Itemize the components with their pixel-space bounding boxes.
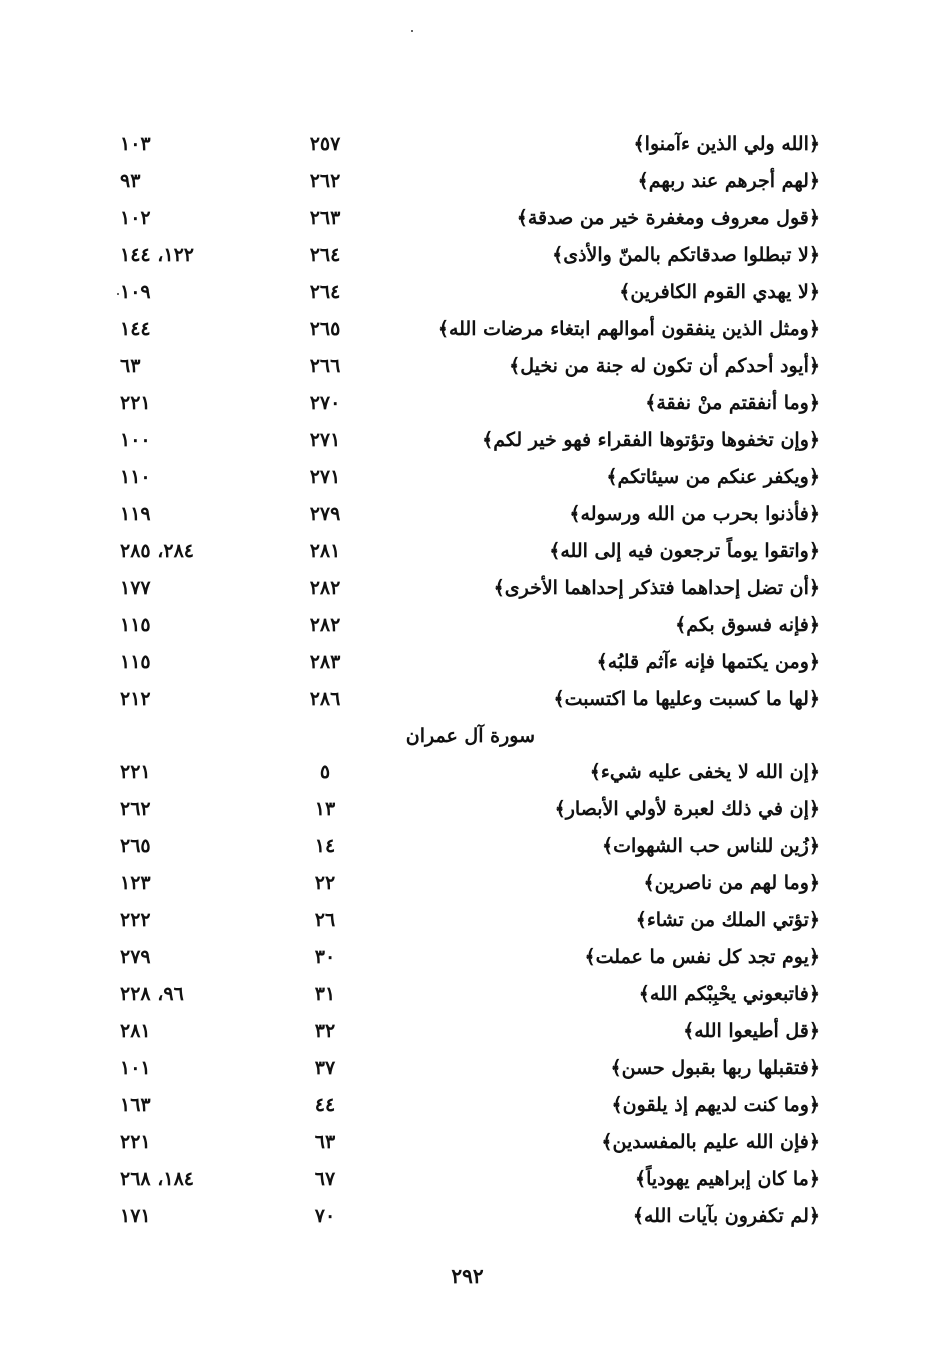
index-row xyxy=(120,939,820,976)
page-references: ١٦٣ xyxy=(120,1094,151,1116)
page-references: ٢٦٥ xyxy=(120,835,151,857)
ayah-number: ٢٨٢ xyxy=(309,614,341,636)
index-row xyxy=(120,828,820,865)
page-references: ١٠٣ xyxy=(120,133,151,155)
index-row xyxy=(120,1013,820,1050)
page-references: ١٢٣ xyxy=(120,872,151,894)
index-row xyxy=(120,237,820,274)
index-row xyxy=(120,533,820,570)
ayah-number: ٣٢ xyxy=(314,1020,336,1042)
scan-speck xyxy=(117,293,119,295)
ayah-number: ٢٧٩ xyxy=(309,503,341,525)
ayah-number: ٢٧١ xyxy=(309,466,341,488)
verse-text: ﴿وما أنفقتم منْ نفقة﴾ xyxy=(645,392,820,414)
verse-text: ﴿إن في ذلك لعبرة لأولي الأبصار﴾ xyxy=(554,798,820,820)
ayah-number: ٢٨٦ xyxy=(309,688,341,710)
section-heading-row xyxy=(120,718,820,754)
page-references: ١٠٩ xyxy=(120,281,151,303)
page-number: ٢٩٢ xyxy=(451,1264,484,1288)
index-row xyxy=(120,422,820,459)
ayah-number: ٤٤ xyxy=(314,1094,336,1116)
ayah-number: ٧٠ xyxy=(314,1205,336,1227)
page-references: ١٧١ xyxy=(120,1205,151,1227)
verse-text: ﴿وإن تخفوها وتؤتوها الفقراء فهو خير لكم﴾ xyxy=(482,429,820,451)
page-references: ١١٠ xyxy=(120,466,151,488)
index-row xyxy=(120,348,820,385)
ayah-number: ٣٠ xyxy=(314,946,336,968)
verse-text: ﴿تؤتي الملك من تشاء﴾ xyxy=(635,909,820,931)
page-references: ١٨٤، ٢٦٨ xyxy=(120,1168,194,1190)
verse-text: ﴿ما كان إبراهيم يهودياً﴾ xyxy=(635,1168,820,1190)
ayah-number: ١٤ xyxy=(314,835,336,857)
ayah-number: ٣١ xyxy=(314,983,336,1005)
ayah-number: ٢٨٣ xyxy=(309,651,341,673)
verse-text: ﴿وما كنت لديهم إذ يلقون﴾ xyxy=(611,1094,820,1116)
page-references: ٢١٢ xyxy=(120,688,151,710)
index-row xyxy=(120,754,820,791)
ayah-number: ٢٨٢ xyxy=(309,577,341,599)
ayah-number: ٦٣ xyxy=(314,1131,336,1153)
verse-text: ﴿واتقوا يوماً ترجعون فيه إلى الله﴾ xyxy=(549,540,820,562)
ayah-number: ٢٥٧ xyxy=(309,133,341,155)
index-row xyxy=(120,1161,820,1198)
verse-text: ﴿فإن الله عليم بالمفسدين﴾ xyxy=(601,1131,820,1153)
index-row xyxy=(120,1124,820,1161)
index-row xyxy=(120,791,820,828)
index-block-baqarah xyxy=(120,126,820,718)
index-row xyxy=(120,163,820,200)
verse-text: ﴿فأذنوا بحرب من الله ورسوله﴾ xyxy=(569,503,820,525)
page-references: ١٠٠ xyxy=(120,429,151,451)
verse-text: ﴿فتقبلها ربها بقبول حسن﴾ xyxy=(610,1057,820,1079)
page-references: ٢٢١ xyxy=(120,1131,151,1153)
ayah-number: ٢٧٠ xyxy=(309,392,341,414)
ayah-number: ٥ xyxy=(319,761,331,783)
ayah-number: ٢٧١ xyxy=(309,429,341,451)
index-row xyxy=(120,976,820,1013)
page-references: ٩٣ xyxy=(120,170,141,192)
ayah-number: ٢٨١ xyxy=(309,540,341,562)
verse-text: ﴿وما لهم من ناصرين﴾ xyxy=(643,872,820,894)
verse-text: ﴿لم تكفرون بآيات الله﴾ xyxy=(632,1205,820,1227)
ayah-number: ٢٢ xyxy=(314,872,336,894)
verse-text: ﴿لا يهدي القوم الكافرين﴾ xyxy=(619,281,820,303)
index-row xyxy=(120,570,820,607)
index-row xyxy=(120,126,820,163)
page-references: ٢٨٤، ٢٨٥ xyxy=(120,540,194,562)
ayah-number: ٦٧ xyxy=(314,1168,336,1190)
page-references: ٢٢١ xyxy=(120,761,151,783)
section-title: سورة آل عمران xyxy=(405,725,535,747)
page-references: ٢٦٢ xyxy=(120,798,151,820)
verse-text: ﴿أيود أحدكم أن تكون له جنة من نخيل﴾ xyxy=(509,355,820,377)
index-row xyxy=(120,1050,820,1087)
page-references: ٢٢٢ xyxy=(120,909,151,931)
ayah-number: ٢٦٤ xyxy=(309,281,341,303)
scan-speck xyxy=(411,30,413,32)
index-row xyxy=(120,865,820,902)
verse-text: ﴿قل أطيعوا الله﴾ xyxy=(683,1020,820,1042)
index-row xyxy=(120,681,820,718)
page-references: ٩٦، ٢٢٨ xyxy=(120,983,184,1005)
index-row xyxy=(120,385,820,422)
ayah-number: ٢٦٥ xyxy=(309,318,341,340)
page-references: ٦٣ xyxy=(120,355,141,377)
page-references: ١١٩ xyxy=(120,503,151,525)
verse-text: ﴿قول معروف ومغفرة خير من صدقة﴾ xyxy=(516,207,820,229)
verse-index xyxy=(120,126,820,1235)
verse-text: ﴿لها ما كسبت وعليها ما اكتسبت﴾ xyxy=(553,688,820,710)
page-references: ١١٥ xyxy=(120,614,151,636)
page-references: ١٠١ xyxy=(120,1057,151,1079)
ayah-number: ٢٦٢ xyxy=(309,170,341,192)
index-row xyxy=(120,311,820,348)
verse-text: ﴿زُين للناس حب الشهوات﴾ xyxy=(602,835,820,857)
page-references: ٢٢١ xyxy=(120,392,151,414)
verse-text: ﴿ويكفر عنكم من سيئاتكم﴾ xyxy=(606,466,820,488)
index-row xyxy=(120,1087,820,1124)
verse-text: ﴿أن تضل إحداهما فتذكر إحداهما الأخرى﴾ xyxy=(493,577,820,599)
ayah-number: ٣٧ xyxy=(314,1057,336,1079)
page-references: ٢٧٩ xyxy=(120,946,151,968)
verse-text: ﴿الله ولي الذين ءآمنوا﴾ xyxy=(633,133,820,155)
index-row xyxy=(120,607,820,644)
verse-text: ﴿ومثل الذين ينفقون أموالهم ابتغاء مرضات الله﴾ xyxy=(437,318,820,340)
index-row xyxy=(120,1198,820,1235)
verse-text: ﴿فإنه فسوق بكم﴾ xyxy=(675,614,820,636)
index-block-al-imran xyxy=(120,754,820,1235)
index-row xyxy=(120,496,820,533)
verse-text: ﴿فاتبعوني يحْبِبْكم الله﴾ xyxy=(638,983,820,1005)
page-references: ٢٨١ xyxy=(120,1020,151,1042)
page-references: ١٤٤ xyxy=(120,318,151,340)
page-references: ١٢٢، ١٤٤ xyxy=(120,244,194,266)
ayah-number: ٢٦٣ xyxy=(309,207,341,229)
page-references: ١٠٢ xyxy=(120,207,151,229)
verse-text: ﴿إن الله لا يخفى عليه شيء﴾ xyxy=(589,761,820,783)
ayah-number: ١٣ xyxy=(314,798,336,820)
verse-text: ﴿ومن يكتمها فإنه ءآثم قلبُه﴾ xyxy=(596,651,820,673)
verse-text: ﴿لهم أجرهم عند ربهم﴾ xyxy=(637,170,820,192)
index-row xyxy=(120,902,820,939)
index-row xyxy=(120,274,820,311)
index-row xyxy=(120,459,820,496)
page-references: ١١٥ xyxy=(120,651,151,673)
verse-text: ﴿لا تبطلوا صدقاتكم بالمنّ والأذى﴾ xyxy=(552,244,820,266)
verse-text: ﴿يوم تجد كل نفس ما عملت﴾ xyxy=(584,946,820,968)
index-row xyxy=(120,200,820,237)
ayah-number: ٢٦ xyxy=(314,909,336,931)
ayah-number: ٢٦٤ xyxy=(309,244,341,266)
page-references: ١٧٧ xyxy=(120,577,151,599)
index-row xyxy=(120,644,820,681)
ayah-number: ٢٦٦ xyxy=(309,355,341,377)
